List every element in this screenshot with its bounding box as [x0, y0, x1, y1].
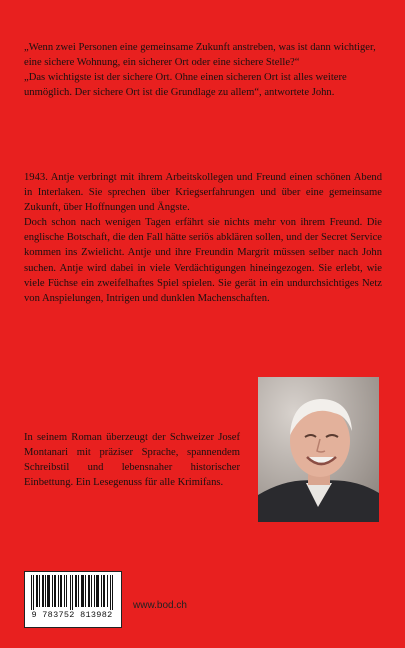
blurb — [24, 170, 382, 306]
blurb-paragraph-2: Doch schon nach wenigen Tagen erfährt sie nichts mehr von ihrem Freund. Die englische Botschaft, die den Fall hätte seriös abklären sollen, und der Secret Service kommen ins Zwielicht. Antje und ihre Freundin Margrit müssen selber nach John suchen. Antje wird dabei in viele Verdächtigungen hineingezogen. Sie erlebt, wie viele Füchse ein zweifelhaftes Spiel spielen. Sie gerät in ein undurchsichtiges Netz von Anspielungen, Intrigen und dunklen Machenschaften. — [24, 217, 382, 304]
quote-question: „Wenn zwei Personen eine gemeinsame Zukunft anstreben, was ist dann wichtiger, eine sichere Wohnung, ein sicherer Ort oder eine sichere Stelle?“ — [24, 42, 376, 69]
author-photo — [258, 377, 379, 522]
author-about: In seinem Roman überzeugt der Schweizer Josef Montanari mit präziser Sprache, spannendem Schreibstil und lebensnaher historischer Einbettung. Ein Lesegenuss für alle Krimifans. — [24, 432, 240, 489]
quote-block — [24, 40, 382, 100]
isbn-number: 9 783752 813982 — [28, 610, 116, 620]
quote-answer: „Das wichtigste ist der sichere Ort. Ohne einen sicheren Ort ist alles weitere unmöglich. Der sichere Ort ist die Grundlage zu allem“, antwortete John. — [24, 72, 347, 99]
publisher-url: www.bod.ch — [133, 600, 187, 611]
blurb-paragraph-1: 1943. Antje verbringt mit ihrem Arbeitskollegen und Freund einen schönen Abend in Interlaken. Sie sprechen über Kriegserfahrungen und über eine gemeinsame Zukunft, über Hoffnungen und Ängste. — [24, 172, 382, 214]
